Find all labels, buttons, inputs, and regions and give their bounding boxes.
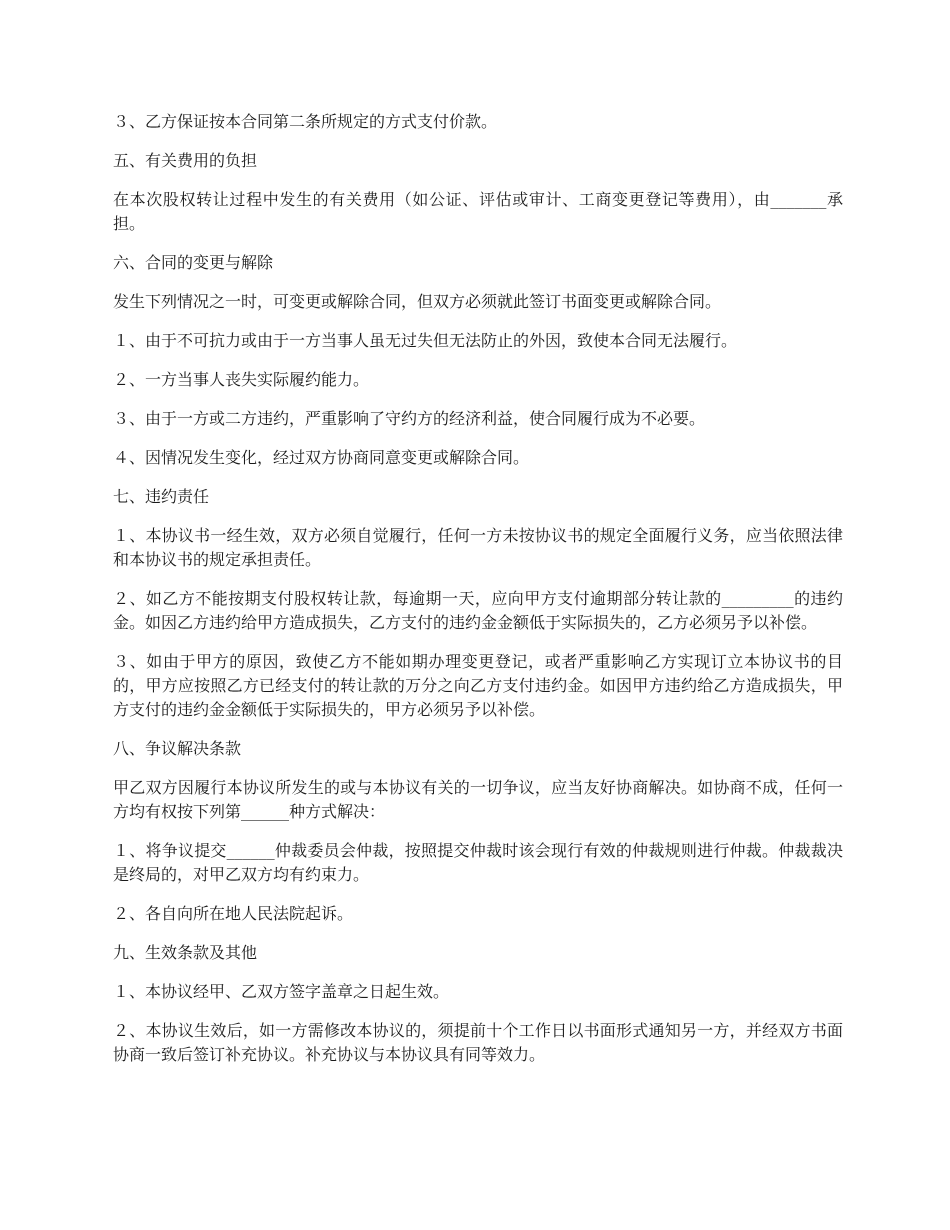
- clause-paragraph: ３、乙方保证按本合同第二条所规定的方式支付价款。: [113, 112, 498, 131]
- document-body: [113, 110, 843, 1082]
- clause-paragraph: ２、本协议生效后，如一方需修改本协议的，须提前十个工作日以书面形式通知另一方，并经双方书面协商一致后签订补充协议。补充协议与本协议具有同等效力。: [113, 1021, 843, 1064]
- clause-paragraph: １、将争议提交______仲裁委员会仲裁，按照提交仲裁时该会现行有效的仲裁规则进行仲裁。仲裁裁决是终局的，对甲乙双方均有约束力。: [113, 841, 843, 884]
- clause-paragraph: ３、由于一方或二方违约，严重影响了守约方的经济利益，使合同履行成为不必要。: [113, 409, 706, 428]
- clause-paragraph: ２、各自向所在地人民法院起诉。: [113, 904, 354, 923]
- clause-paragraph: １、本协议经甲、乙双方签字盖章之日起生效。: [113, 982, 450, 1001]
- clause-paragraph: ２、一方当事人丧失实际履约能力。: [113, 370, 370, 389]
- clause-paragraph: ２、如乙方不能按期支付股权转让款，每逾期一天，应向甲方支付逾期部分转让款的_________的违约金。如因乙方违约给甲方造成损失，乙方支付的违约金金额低于实际损失的，乙方必须另予以补偿。: [113, 589, 843, 632]
- clause-paragraph: 发生下列情况之一时，可变更或解除合同，但双方必须就此签订书面变更或解除合同。: [113, 292, 722, 311]
- clause-paragraph: １、由于不可抗力或由于一方当事人虽无过失但无法防止的外因，致使本合同无法履行。: [113, 331, 738, 350]
- section-heading: 九、生效条款及其他: [113, 943, 258, 962]
- section-heading: 五、有关费用的负担: [113, 151, 258, 170]
- section-heading: 七、违约责任: [113, 487, 210, 506]
- clause-paragraph: ４、因情况发生变化，经过双方协商同意变更或解除合同。: [113, 448, 530, 467]
- clause-paragraph: 在本次股权转让过程中发生的有关费用（如公证、评估或审计、工商变更登记等费用），由_______承担。: [113, 190, 843, 233]
- section-heading: 六、合同的变更与解除: [113, 253, 274, 272]
- clause-paragraph: ３、如由于甲方的原因，致使乙方不能如期办理变更登记，或者严重影响乙方实现订立本协议书的目的，甲方应按照乙方已经支付的转让款的万分之向乙方支付违约金。如因甲方违约给乙方造成损失，甲方支付的违约金金额低于实际损失的，甲方必须另予以补偿。: [113, 652, 843, 719]
- clause-paragraph: １、本协议书一经生效，双方必须自觉履行，任何一方未按协议书的规定全面履行义务，应当依照法律和本协议书的规定承担责任。: [113, 526, 843, 569]
- section-heading: 八、争议解决条款: [113, 739, 242, 758]
- clause-paragraph: 甲乙双方因履行本协议所发生的或与本协议有关的一切争议，应当友好协商解决。如协商不成，任何一方均有权按下列第______种方式解决：: [113, 778, 843, 821]
